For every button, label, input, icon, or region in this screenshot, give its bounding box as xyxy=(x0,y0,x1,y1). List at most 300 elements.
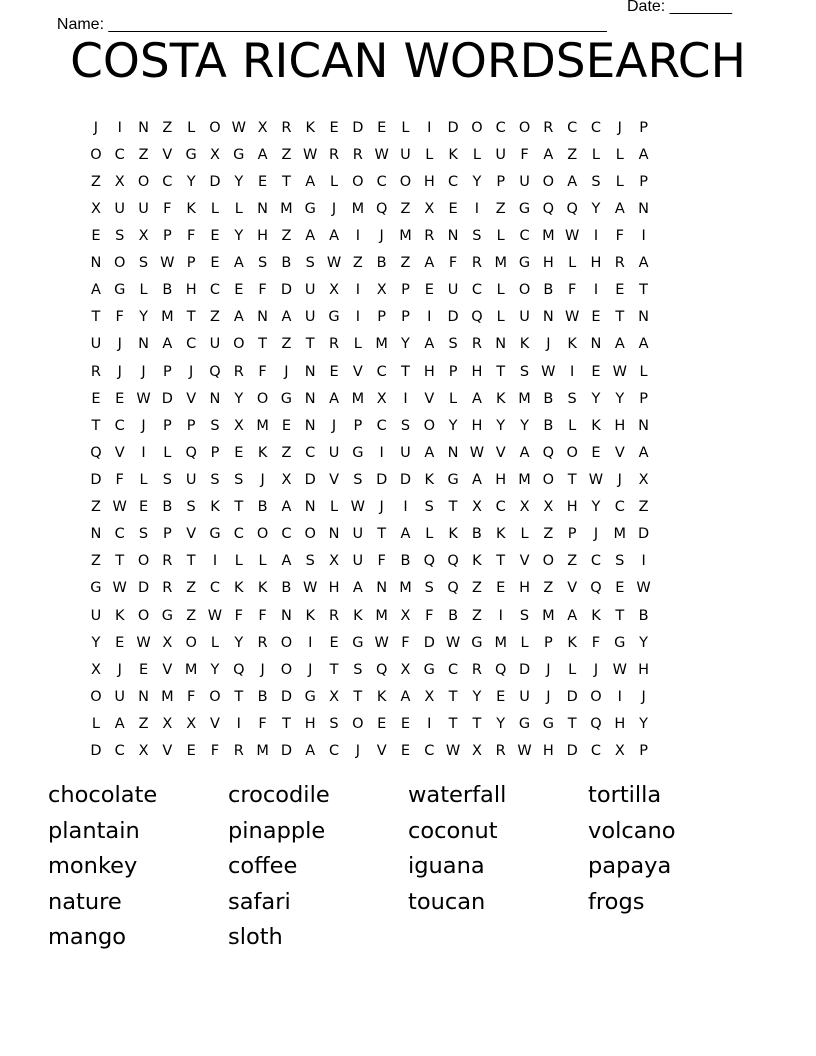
grid-letter: N xyxy=(447,444,459,461)
grid-letter: N xyxy=(328,526,340,543)
grid-letter: L xyxy=(258,553,267,570)
grid-letter: O xyxy=(90,688,102,705)
word-list-item: volcano xyxy=(588,817,676,844)
grid-letter: U xyxy=(304,309,316,326)
grid-letter: V xyxy=(376,743,387,760)
grid-letter: J xyxy=(641,688,646,705)
grid-row xyxy=(84,222,656,249)
grid-letter: E xyxy=(234,282,244,299)
page-title: COSTA RICAN WORDSEARCH xyxy=(70,34,746,89)
grid-letter: T xyxy=(258,336,268,353)
grid-row xyxy=(84,385,656,412)
grid-row xyxy=(84,114,656,141)
grid-letter: O xyxy=(304,526,316,543)
grid-letter: N xyxy=(138,336,149,353)
grid-letter: O xyxy=(90,146,102,163)
grid-letter: V xyxy=(424,390,435,407)
grid-letter: G xyxy=(185,146,197,163)
grid-letter: T xyxy=(639,282,649,299)
grid-letter: I xyxy=(427,119,432,136)
grid-letter: D xyxy=(423,634,435,651)
grid-letter: O xyxy=(137,607,150,624)
grid-letter: O xyxy=(352,173,364,190)
grid-letter: A xyxy=(519,444,530,461)
grid-letter: A xyxy=(543,146,554,163)
grid-letter: S xyxy=(591,173,601,190)
word-list-item: nature xyxy=(48,888,122,915)
grid-letter: Q xyxy=(542,444,555,461)
grid-letter: S xyxy=(519,363,530,380)
grid-letter: C xyxy=(519,227,530,244)
grid-letter: T xyxy=(615,309,625,326)
grid-letter: F xyxy=(258,282,267,299)
grid-letter: F xyxy=(425,607,434,624)
grid-letter: O xyxy=(590,688,602,705)
grid-letter: X xyxy=(329,282,339,299)
grid-letter: U xyxy=(185,471,197,488)
grid-letter: A xyxy=(281,553,292,570)
grid-letter: I xyxy=(117,119,122,136)
word-list-item: pinapple xyxy=(228,817,326,844)
grid-letter: T xyxy=(448,715,458,732)
grid-letter: Z xyxy=(567,146,578,163)
grid-letter: D xyxy=(518,661,531,678)
grid-letter: U xyxy=(400,146,411,163)
grid-letter: K xyxy=(448,526,458,543)
grid-letter: C xyxy=(567,119,578,136)
grid-letter: W xyxy=(374,146,389,163)
grid-letter: D xyxy=(280,743,292,760)
grid-letter: L xyxy=(496,309,505,326)
grid-letter: W xyxy=(541,363,556,380)
grid-letter: I xyxy=(355,309,360,326)
grid-letter: A xyxy=(614,336,625,353)
grid-letter: I xyxy=(427,309,432,326)
grid-letter: M xyxy=(280,200,293,217)
grid-letter: A xyxy=(305,743,316,760)
grid-letter: L xyxy=(520,634,529,651)
grid-letter: Y xyxy=(210,661,220,678)
grid-letter: F xyxy=(115,309,124,326)
grid-letter: T xyxy=(567,471,577,488)
grid-letter: X xyxy=(638,471,649,488)
grid-letter: R xyxy=(424,227,435,244)
grid-letter: E xyxy=(329,634,339,651)
grid-letter: G xyxy=(518,715,531,732)
grid-letter: D xyxy=(566,743,578,760)
grid-letter: S xyxy=(424,580,434,597)
grid-letter: B xyxy=(376,255,387,272)
grid-letter: J xyxy=(141,363,146,380)
grid-letter: Q xyxy=(185,444,197,461)
grid-letter: O xyxy=(256,526,269,543)
grid-letter: K xyxy=(591,417,601,434)
grid-letter: O xyxy=(542,553,555,570)
grid-letter: C xyxy=(495,499,506,516)
grid-row xyxy=(84,629,656,656)
grid-letter: U xyxy=(114,200,126,217)
grid-letter: E xyxy=(424,282,434,299)
grid-letter: D xyxy=(280,688,292,705)
grid-letter: O xyxy=(137,553,150,570)
grid-letter: F xyxy=(115,471,124,488)
grid-letter: S xyxy=(329,715,339,732)
grid-letter: J xyxy=(355,743,360,760)
grid-letter: M xyxy=(351,200,365,217)
grid-letter: L xyxy=(139,282,148,299)
grid-letter: Z xyxy=(495,200,506,217)
grid-letter: P xyxy=(186,255,196,272)
grid-letter: K xyxy=(257,444,268,461)
grid-row xyxy=(84,412,656,439)
grid-letter: M xyxy=(161,688,174,705)
grid-letter: U xyxy=(519,688,530,705)
grid-letter: D xyxy=(566,688,578,705)
grid-letter: J xyxy=(117,661,122,678)
grid-letter: H xyxy=(304,715,316,732)
grid-letter: H xyxy=(542,743,554,760)
grid-letter: V xyxy=(162,661,173,678)
grid-letter: B xyxy=(400,553,411,570)
grid-letter: R xyxy=(233,743,244,760)
grid-letter: Y xyxy=(496,715,506,732)
grid-letter: A xyxy=(233,255,244,272)
grid-letter: A xyxy=(424,444,435,461)
grid-letter: U xyxy=(328,444,340,461)
grid-letter: I xyxy=(641,553,646,570)
grid-letter: E xyxy=(377,715,387,732)
grid-letter: P xyxy=(639,173,648,190)
grid-letter: Z xyxy=(281,227,292,244)
grid-letter: Z xyxy=(352,255,363,272)
grid-letter: X xyxy=(90,200,101,217)
grid-letter: A xyxy=(281,309,292,326)
grid-letter: U xyxy=(304,282,316,299)
grid-letter: O xyxy=(471,119,483,136)
grid-letter: Z xyxy=(638,499,649,516)
grid-letter: Z xyxy=(543,526,554,543)
grid-letter: F xyxy=(258,715,267,732)
grid-letter: A xyxy=(233,309,244,326)
grid-letter: H xyxy=(590,255,602,272)
grid-letter: D xyxy=(352,119,364,136)
grid-letter: T xyxy=(472,715,482,732)
grid-letter: M xyxy=(399,580,412,597)
grid-letter: A xyxy=(281,499,292,516)
grid-letter: K xyxy=(448,146,458,163)
grid-letter: C xyxy=(448,173,459,190)
grid-letter: E xyxy=(615,282,625,299)
grid-row xyxy=(84,521,656,548)
grid-letter: D xyxy=(209,173,221,190)
grid-letter: S xyxy=(353,471,363,488)
grid-letter: A xyxy=(114,715,125,732)
grid-letter: V xyxy=(210,715,220,732)
grid-letter: C xyxy=(614,499,625,516)
grid-letter: J xyxy=(593,526,599,543)
grid-letter: K xyxy=(376,688,387,705)
grid-letter: A xyxy=(162,336,173,353)
grid-letter: Y xyxy=(520,417,529,434)
grid-letter: U xyxy=(495,146,507,163)
grid-letter: X xyxy=(400,661,411,678)
grid-letter: C xyxy=(281,526,292,543)
grid-letter: T xyxy=(186,309,196,326)
grid-letter: Y xyxy=(234,634,244,651)
grid-letter: B xyxy=(162,499,173,516)
grid-letter: X xyxy=(138,227,149,244)
grid-letter: K xyxy=(353,607,363,624)
grid-letter: C xyxy=(590,743,602,760)
grid-letter: F xyxy=(234,607,243,624)
grid-letter: M xyxy=(518,471,531,488)
word-list-item: plantain xyxy=(48,817,140,844)
grid-letter: P xyxy=(639,390,648,407)
grid-letter: M xyxy=(542,227,555,244)
grid-letter: G xyxy=(209,526,221,543)
grid-letter: X xyxy=(210,146,220,163)
grid-letter: W xyxy=(303,580,318,597)
grid-letter: V xyxy=(186,390,197,407)
grid-letter: V xyxy=(614,444,625,461)
grid-letter: X xyxy=(162,715,173,732)
grid-letter: H xyxy=(423,173,435,190)
grid-letter: U xyxy=(352,526,364,543)
grid-letter: F xyxy=(615,227,624,244)
grid-letter: S xyxy=(353,661,363,678)
grid-letter: G xyxy=(280,390,293,407)
grid-letter: L xyxy=(568,255,577,272)
grid-row xyxy=(84,575,656,602)
grid-letter: B xyxy=(638,607,649,624)
grid-letter: I xyxy=(355,227,360,244)
grid-letter: L xyxy=(496,227,505,244)
grid-letter: N xyxy=(138,688,149,705)
grid-letter: C xyxy=(424,743,435,760)
grid-letter: D xyxy=(280,282,292,299)
grid-letter: Z xyxy=(281,146,292,163)
grid-letter: A xyxy=(305,227,316,244)
grid-letter: J xyxy=(117,336,122,353)
grid-letter: N xyxy=(304,363,316,380)
grid-letter: W xyxy=(136,390,151,407)
grid-letter: J xyxy=(617,119,622,136)
grid-letter: M xyxy=(518,390,531,407)
grid-letter: B xyxy=(543,417,554,434)
grid-letter: T xyxy=(377,526,387,543)
word-list-item: tortilla xyxy=(588,782,662,808)
grid-letter: Q xyxy=(495,661,507,678)
grid-letter: E xyxy=(115,390,125,407)
grid-letter: H xyxy=(257,227,269,244)
grid-letter: J xyxy=(331,417,337,434)
grid-letter: D xyxy=(638,526,650,543)
grid-letter: B xyxy=(162,282,173,299)
grid-row xyxy=(84,141,656,168)
grid-letter: T xyxy=(353,688,363,705)
grid-letter: H xyxy=(614,715,626,732)
grid-letter: P xyxy=(543,634,553,651)
grid-letter: W xyxy=(445,634,461,651)
grid-letter: N xyxy=(638,417,650,434)
grid-row xyxy=(84,250,656,277)
grid-letter: T xyxy=(234,688,244,705)
grid-letter: O xyxy=(280,661,293,678)
grid-letter: U xyxy=(90,336,102,353)
grid-letter: S xyxy=(400,417,411,434)
grid-row xyxy=(84,358,656,385)
grid-letter: N xyxy=(257,200,269,217)
grid-letter: U xyxy=(138,200,149,217)
grid-letter: V xyxy=(352,363,363,380)
grid-letter: X xyxy=(281,471,292,488)
grid-letter: B xyxy=(281,580,292,597)
grid-letter: A xyxy=(424,255,435,272)
grid-letter: C xyxy=(376,173,387,190)
grid-letter: S xyxy=(234,471,244,488)
grid-letter: X xyxy=(400,607,411,624)
grid-letter: R xyxy=(162,580,173,597)
grid-letter: R xyxy=(162,553,173,570)
grid-letter: N xyxy=(209,390,221,407)
grid-letter: Y xyxy=(448,417,458,434)
grid-letter: B xyxy=(471,526,482,543)
grid-row xyxy=(84,656,656,683)
grid-letter: L xyxy=(472,146,481,163)
grid-letter: J xyxy=(260,661,265,678)
grid-letter: G xyxy=(447,471,459,488)
grid-letter: N xyxy=(542,309,554,326)
grid-letter: C xyxy=(186,336,197,353)
grid-letter: N xyxy=(638,200,650,217)
grid-letter: X xyxy=(471,743,482,760)
word-list-item: chocolate xyxy=(48,782,158,808)
grid-letter: E xyxy=(186,743,196,760)
word-list-item: mango xyxy=(48,924,127,950)
grid-letter: L xyxy=(425,146,434,163)
grid-letter: P xyxy=(448,363,458,380)
grid-letter: N xyxy=(376,580,388,597)
grid-letter: L xyxy=(615,146,624,163)
grid-letter: Y xyxy=(591,200,601,217)
grid-letter: W xyxy=(564,227,580,244)
grid-letter: U xyxy=(90,607,102,624)
grid-letter: S xyxy=(305,255,315,272)
grid-letter: Z xyxy=(471,580,482,597)
grid-letter: B xyxy=(257,688,268,705)
grid-letter: L xyxy=(615,173,624,190)
grid-letter: H xyxy=(638,661,650,678)
grid-letter: M xyxy=(375,336,388,353)
grid-letter: S xyxy=(305,553,315,570)
grid-letter: D xyxy=(447,309,459,326)
grid-letter: A xyxy=(638,146,649,163)
grid-letter: D xyxy=(399,471,412,488)
grid-letter: K xyxy=(567,336,577,353)
grid-letter: Z xyxy=(281,444,292,461)
grid-letter: A xyxy=(257,146,268,163)
grid-letter: Y xyxy=(139,309,148,326)
grid-letter: E xyxy=(591,363,601,380)
grid-letter: S xyxy=(567,390,577,407)
grid-letter: L xyxy=(210,634,220,651)
grid-letter: A xyxy=(305,173,316,190)
grid-row xyxy=(84,548,656,575)
grid-letter: L xyxy=(91,715,100,732)
grid-letter: X xyxy=(376,390,387,407)
word-list-item: crocodile xyxy=(228,782,330,808)
grid-letter: R xyxy=(614,255,625,272)
word-list-item: papaya xyxy=(588,853,672,879)
letter-grid xyxy=(84,114,656,765)
grid-letter: B xyxy=(543,390,554,407)
grid-letter: O xyxy=(137,173,150,190)
grid-row xyxy=(84,466,656,493)
grid-letter: R xyxy=(233,363,244,380)
grid-letter: Y xyxy=(639,715,649,732)
grid-letter: A xyxy=(471,471,482,488)
grid-letter: B xyxy=(543,282,554,299)
grid-letter: L xyxy=(163,444,172,461)
grid-letter: L xyxy=(139,471,148,488)
grid-letter: M xyxy=(494,255,507,272)
word-list-item: coffee xyxy=(228,853,298,879)
grid-letter: I xyxy=(403,499,408,516)
grid-letter: A xyxy=(638,336,649,353)
grid-letter: M xyxy=(613,526,627,543)
grid-letter: P xyxy=(377,309,387,326)
grid-letter: W xyxy=(588,471,604,488)
grid-letter: M xyxy=(351,390,365,407)
grid-letter: M xyxy=(256,743,269,760)
grid-letter: D xyxy=(447,119,459,136)
grid-letter: N xyxy=(638,309,650,326)
grid-letter: O xyxy=(542,173,555,190)
grid-letter: R xyxy=(471,661,482,678)
grid-letter: U xyxy=(352,553,364,570)
grid-letter: E xyxy=(210,227,220,244)
grid-letter: E xyxy=(377,119,387,136)
grid-letter: S xyxy=(257,255,268,272)
grid-letter: A xyxy=(424,336,435,353)
grid-letter: F xyxy=(186,227,196,244)
grid-letter: D xyxy=(376,471,388,488)
grid-letter: Z xyxy=(471,607,482,624)
grid-letter: F xyxy=(448,255,458,272)
grid-letter: D xyxy=(90,743,102,760)
grid-letter: B xyxy=(448,607,459,624)
grid-row xyxy=(84,168,656,195)
grid-letter: U xyxy=(400,444,411,461)
grid-letter: S xyxy=(615,553,625,570)
grid-letter: G xyxy=(90,580,102,597)
word-list-item: waterfall xyxy=(408,782,507,808)
grid-letter: Y xyxy=(496,417,506,434)
grid-row xyxy=(84,277,656,304)
grid-letter: O xyxy=(209,688,221,705)
grid-letter: F xyxy=(258,607,267,624)
grid-letter: L xyxy=(187,119,196,136)
grid-letter: H xyxy=(519,580,530,597)
grid-letter: E xyxy=(91,227,101,244)
grid-letter: T xyxy=(329,661,339,678)
grid-letter: J xyxy=(308,661,313,678)
grid-letter: E xyxy=(615,580,625,597)
grid-letter: G xyxy=(423,661,435,678)
grid-letter: T xyxy=(567,715,577,732)
grid-letter: L xyxy=(353,336,362,353)
grid-letter: M xyxy=(542,607,555,624)
